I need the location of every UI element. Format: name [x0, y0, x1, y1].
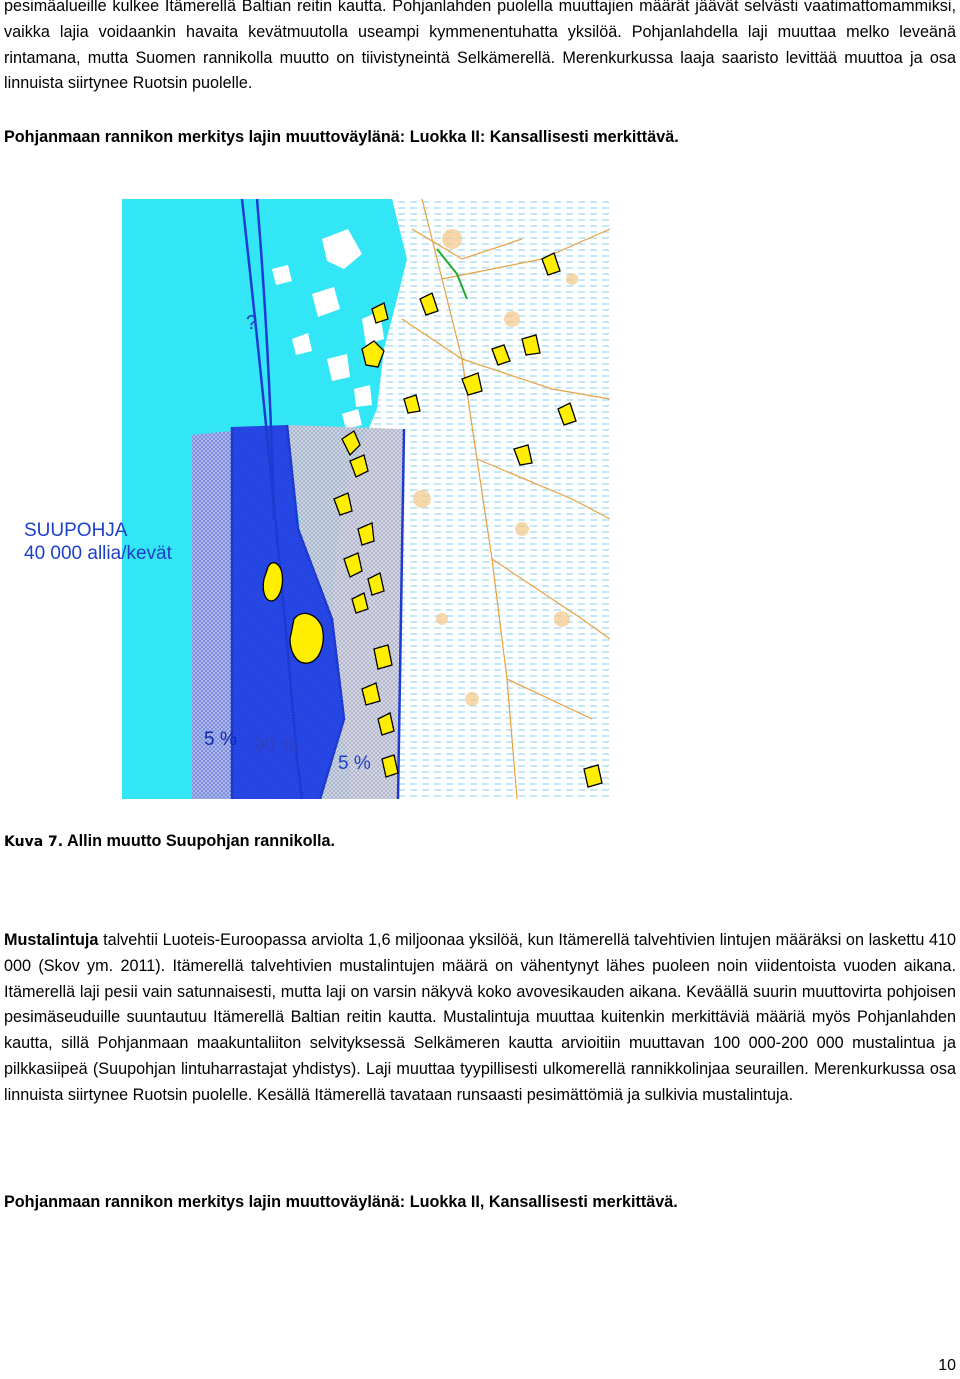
- region-count: 40 000 allia/kevät: [24, 543, 172, 564]
- caption-text: Allin muutto Suupohjan rannikolla.: [63, 832, 335, 850]
- migration-map-figure: [122, 199, 610, 799]
- region-name: SUUPOHJA: [24, 520, 128, 541]
- map-pct-right: 5 %: [338, 753, 371, 774]
- paragraph-body: talvehtii Luoteis-Euroopassa arviolta 1,6 miljoonaa yksilöä, kun Itämerellä talvehtivien lintujen määräksi on laskettu 410 000 (Skov ym. 2011). Itämerellä talvehtivien mustalintujen määrä on vähentynyt lähes puoleen noin viidentoista vuoden aikana. Itämerellä laji pesii vain satunnaisesti, mutta laji on varsin näkyvä koko avovesikauden aikana. Keväällä suurin muuttovirta pohjoisen pesimäseuduille suuntautuu Itämerellä Baltian reitin kautta. Mustalintuja muuttaa kuitenkin merkittäviä määriä myös Pohjanlahden kautta, sillä Pohjanmaan maakuntaliiton selvityksessä Selkämeren kautta arvioitiin muuttavan 100 000-200 000 mustalintua ja pilkkasiipeä (Suupohjan lintuharrastajat yhdistys). Laji muuttaa tyypillisesti ulkomerellä rannikkolinjaa seuraillen. Merenkurkussa osa linnuista siirtynee Ruotsin puolelle. Kesällä Itämerellä tavataan runsaasti pesimättömiä ja sulkivia mustalintuja.: [4, 931, 956, 1104]
- section-heading-classification-2: Pohjanmaan rannikon merkitys lajin muuttoväylänä: Luokka II, Kansallisesti merkittävä.: [4, 1193, 678, 1211]
- map-region-label: [24, 519, 172, 565]
- paragraph-lead-term: Mustalintuja: [4, 931, 99, 949]
- figure-caption: [4, 832, 335, 851]
- paragraph-mustalintu: [4, 928, 956, 1109]
- map-question-mark: ?: [246, 312, 258, 334]
- paragraph-intro: pesimäalueille kulkee Itämerellä Baltian reitin kautta. Pohjanlahden puolella muuttajien määrät jäävät selvästi vaatimattomammiksi, vaikka lajia voidaankin havaita kevätmuutolla useampi kymmenentuhatta yksilöä. Pohjanlahdella laji muuttaa melko leveänä rintamana, mutta Suomen rannikolla muutto on tiivistyneintä Selkämerellä. Merenkurkussa laaja saaristo levittää muuttoa ja osa linnuista siirtynee Ruotsin puolelle.: [4, 0, 956, 93]
- map-pct-left: 5 %: [204, 729, 237, 750]
- page-number: 10: [938, 1357, 956, 1374]
- caption-prefix: Kuva 7.: [4, 834, 64, 850]
- map-pct-center: 90 %: [254, 735, 298, 756]
- section-heading-classification: Pohjanmaan rannikon merkitys lajin muuttoväylänä: Luokka II: Kansallisesti merkittävä.: [4, 128, 679, 146]
